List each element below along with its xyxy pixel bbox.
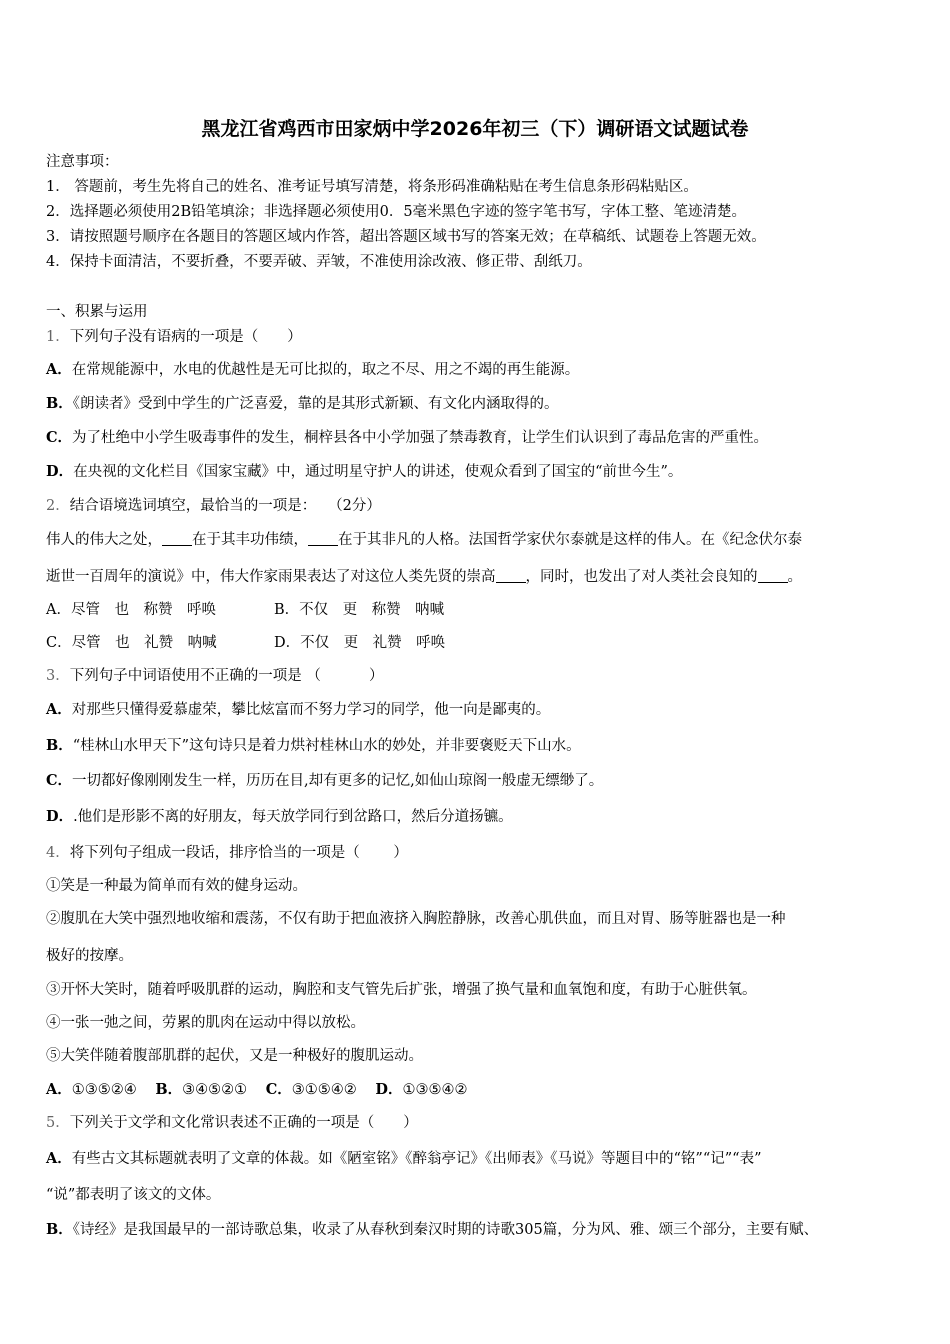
q2-passage-line-2 bbox=[46, 567, 920, 587]
option-label: A． bbox=[46, 1081, 72, 1098]
fill-blank bbox=[308, 531, 338, 546]
q3-option-c bbox=[46, 771, 920, 791]
option-label: C． bbox=[46, 772, 73, 789]
notice-heading: 注意事项： bbox=[46, 154, 119, 170]
notice-item-3: 3．请按照题号顺序在各题目的答题区域内作答，超出答题区域书写的答案无效；在草稿纸、试题卷上答题无效。 bbox=[46, 229, 766, 245]
option-label: D． bbox=[375, 1081, 403, 1098]
q4-sentence-1: ①笑是一种最为简单而有效的健身运动。 bbox=[46, 878, 307, 894]
passage-text: 。 bbox=[787, 569, 802, 585]
passage-text: 逝世一百周年的演说》中，伟大作家雨果表达了对这位人类先贤的崇高 bbox=[46, 569, 496, 585]
q3-option-a bbox=[46, 700, 920, 720]
question-3-stem bbox=[46, 666, 920, 686]
q1-option-d bbox=[46, 462, 920, 482]
q4-sentence-2-cont: 极好的按摩。 bbox=[46, 948, 133, 964]
option-text: 在常规能源中，水电的优越性是无可比拟的，取之不尽、用之不竭的再生能源。 bbox=[71, 362, 580, 378]
q2-option-a: A．尽管 也 称赞 呼唤 bbox=[46, 602, 216, 618]
option-label: B． bbox=[155, 1081, 183, 1098]
passage-text: ，同时，也发出了对人类社会良知的 bbox=[525, 569, 758, 585]
q2-option-c: C．尽管 也 礼赞 呐喊 bbox=[46, 635, 217, 651]
q4-options bbox=[46, 1080, 920, 1100]
question-number: 2． bbox=[46, 498, 70, 514]
q3-option-b bbox=[46, 736, 920, 756]
q4-option-c: ③①⑤④② bbox=[291, 1082, 357, 1098]
option-label: A． bbox=[46, 361, 72, 378]
question-number: 3． bbox=[46, 668, 70, 684]
question-number: 5． bbox=[46, 1115, 70, 1131]
question-2-stem bbox=[46, 496, 920, 516]
option-text: 为了杜绝中小学生吸毒事件的发生，桐梓县各中小学加强了禁毒教育，让学生们认识到了毒品危害的严重性。 bbox=[72, 430, 769, 446]
question-number: 4． bbox=[46, 845, 70, 861]
fill-blank bbox=[496, 568, 526, 583]
notice-item-4: 4．保持卡面清洁，不要折叠，不要弄破、弄皱，不准使用涂改液、修正带、刮纸刀。 bbox=[46, 254, 592, 270]
fill-blank bbox=[162, 531, 192, 546]
q4-sentence-5: ⑤大笑伴随着腹部肌群的起伏，又是一种极好的腹肌运动。 bbox=[46, 1048, 423, 1064]
option-label: D． bbox=[46, 808, 74, 825]
notice-item-2: 2．选择题必须使用2B铅笔填涂；非选择题必须使用0．5毫米黑色字迹的签字笔书写，字体工整、笔迹清楚。 bbox=[46, 204, 747, 220]
question-4-stem bbox=[46, 843, 920, 863]
option-label: B． bbox=[46, 395, 73, 412]
question-text: 下列句子中词语使用不正确的一项是 （ ） bbox=[69, 668, 384, 684]
q3-option-d bbox=[46, 807, 920, 827]
q2-options-row-1 bbox=[46, 600, 920, 620]
q4-sentence-3: ③开怀大笑时，随着呼吸肌群的运动，胸腔和支气管先后扩张，增强了换气量和血氧饱和度，有助于心脏供氧。 bbox=[46, 982, 757, 998]
passage-text: 在于其丰功伟绩， bbox=[192, 532, 308, 548]
question-1-stem bbox=[46, 327, 920, 347]
option-label: A． bbox=[46, 701, 72, 718]
q1-option-a bbox=[46, 360, 920, 380]
q5-option-a bbox=[46, 1149, 920, 1169]
option-label: C． bbox=[265, 1081, 292, 1098]
option-text: 《朗读者》受到中学生的广泛喜爱，靠的是其形式新颖、有文化内涵取得的。 bbox=[72, 396, 559, 412]
option-label: B． bbox=[46, 1221, 73, 1238]
question-text: 下列关于文学和文化常识表述不正确的一项是（ ） bbox=[69, 1115, 418, 1131]
q4-sentence-4: ④一张一弛之间，劳累的肌肉在运动中得以放松。 bbox=[46, 1015, 365, 1031]
q4-sentence-2: ②腹肌在大笑中强烈地收缩和震荡，不仅有助于把血液挤入胸腔静脉，改善心肌供血，而且对胃、肠等脏器也是一种 bbox=[46, 911, 786, 927]
q4-option-d: ①③⑤④② bbox=[402, 1082, 468, 1098]
option-label: B． bbox=[46, 737, 73, 754]
exam-title: 黑龙江省鸡西市田家炳中学2026年初三（下）调研语文试题试卷 bbox=[201, 118, 749, 140]
option-label: C． bbox=[46, 429, 73, 446]
q2-option-b: B．不仅 更 称赞 呐喊 bbox=[274, 602, 445, 618]
q4-option-a: ①③⑤②④ bbox=[71, 1082, 137, 1098]
q5-option-a-cont: “说”都表明了该文的文体。 bbox=[46, 1187, 221, 1203]
q2-passage-line-1 bbox=[46, 530, 920, 550]
option-text: 对那些只懂得爱慕虚荣，攀比炫富而不努力学习的同学，他一向是鄙夷的。 bbox=[71, 702, 551, 718]
section-heading: 一、积累与运用 bbox=[46, 304, 148, 320]
option-label: D． bbox=[46, 463, 74, 480]
option-text: .他们是形影不离的好朋友，每天放学同行到岔路口，然后分道扬镳。 bbox=[73, 809, 513, 825]
option-text: 《诗经》是我国最早的一部诗歌总集，收录了从春秋到秦汉时期的诗歌305篇，分为风、雅、颂三个部分，主要有赋、 bbox=[72, 1222, 819, 1238]
option-text: 有些古文其标题就表明了文章的体裁。如《陋室铭》《醉翁亭记》《出师表》《马说》等题目中的“铭”“记”“表” bbox=[71, 1151, 762, 1167]
q2-options-row-2 bbox=[46, 633, 920, 653]
q1-option-b bbox=[46, 394, 920, 414]
q1-option-c bbox=[46, 428, 920, 448]
question-text: 结合语境选词填空，最恰当的一项是： （2分） bbox=[69, 498, 381, 514]
passage-text: 在于其非凡的人格。法国哲学家伏尔泰就是这样的伟人。在《纪念伏尔泰 bbox=[338, 532, 802, 548]
question-text: 将下列句子组成一段话，排序恰当的一项是（ ） bbox=[69, 845, 408, 861]
fill-blank bbox=[758, 568, 788, 583]
option-text: 一切都好像刚刚发生一样，历历在目,却有更多的记忆,如仙山琼阁一般虚无缥缈了。 bbox=[72, 773, 604, 789]
question-5-stem bbox=[46, 1113, 920, 1133]
notice-item-1: 1． 答题前，考生先将自己的姓名、准考证号填写清楚，将条形码准确粘贴在考生信息条形码粘贴区。 bbox=[46, 179, 698, 195]
question-number: 1． bbox=[46, 329, 70, 345]
option-text: “桂林山水甲天下”这句诗只是着力烘衬桂林山水的妙处，并非要褒贬天下山水。 bbox=[72, 738, 581, 754]
option-label: A． bbox=[46, 1150, 72, 1167]
q4-option-b: ③④⑤②① bbox=[182, 1082, 248, 1098]
question-text: 下列句子没有语病的一项是（ ） bbox=[69, 329, 302, 345]
q5-option-b bbox=[46, 1220, 920, 1240]
passage-text: 伟人的伟大之处， bbox=[46, 532, 162, 548]
option-text: 在央视的文化栏目《国家宝藏》中，通过明星守护人的讲述，使观众看到了国宝的“前世今生”。 bbox=[73, 464, 683, 480]
q2-option-d: D．不仅 更 礼赞 呼唤 bbox=[274, 635, 446, 651]
